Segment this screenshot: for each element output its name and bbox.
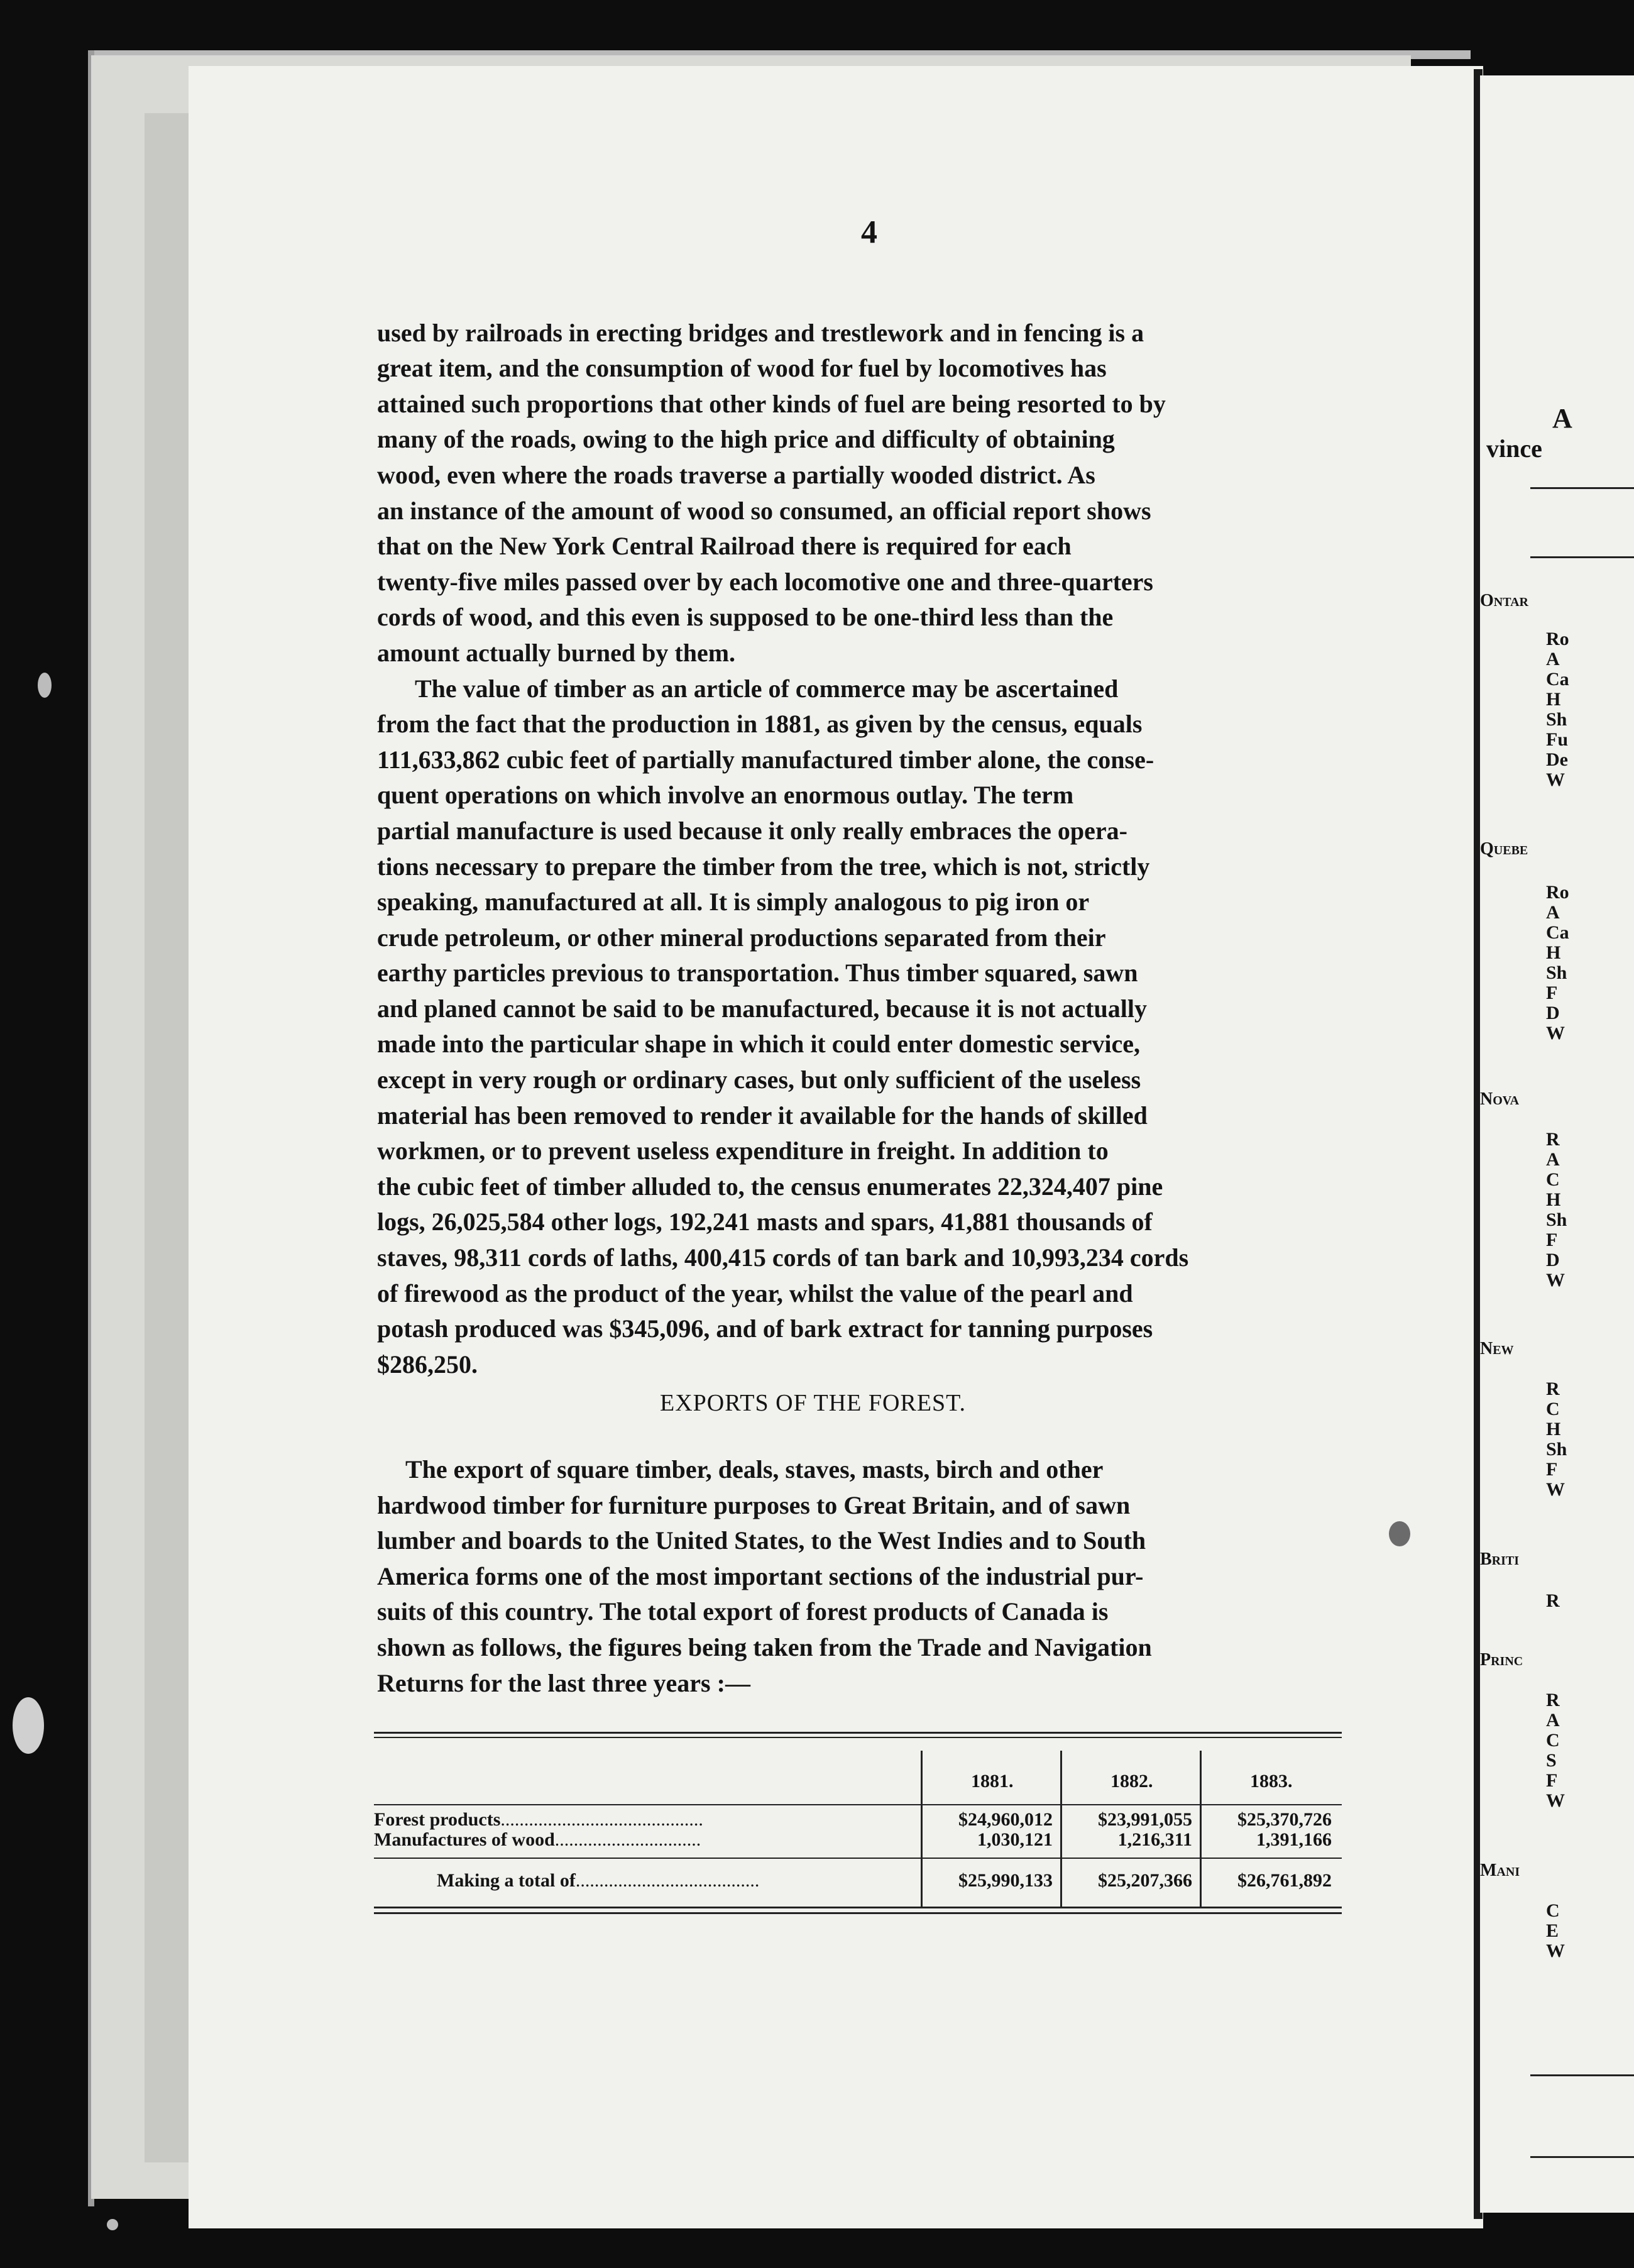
- facing-page-fragment: Sh: [1546, 962, 1567, 983]
- facing-page-fragment: Nova: [1480, 1089, 1520, 1109]
- facing-page-fragment: Ontar: [1480, 591, 1528, 610]
- facing-page-fragment: New: [1480, 1339, 1514, 1358]
- facing-page-fragment: W: [1546, 769, 1565, 790]
- facing-page-fragment: W: [1546, 1270, 1565, 1291]
- paragraph-exports: The export of square timber, deals, staves, masts, birch and other hardwood timber for furniture purposes to Great Britain, and of sawn lumber and boards to the United States, to the West Indies and to South America forms one of the most important sections of the industrial pur- suits of this country. The total export of forest products of Canada is shown as follows, the figures being taken from the Trade and Navigation Returns for the last three years :—: [377, 1455, 1152, 1697]
- table-cell: 1,216,311: [1117, 1829, 1192, 1850]
- total-cell: $25,990,133: [958, 1870, 1053, 1891]
- table-cell: $24,960,012: [958, 1809, 1053, 1830]
- scan-speck: [13, 1697, 44, 1754]
- facing-page-fragment: E: [1546, 1920, 1559, 1941]
- total-cell: $26,761,892: [1237, 1870, 1332, 1891]
- facing-page-fragment: C: [1546, 1900, 1560, 1921]
- table-cell: 1,030,121: [977, 1829, 1053, 1850]
- table-bottom-rule: [374, 1907, 1342, 1908]
- facing-page-fragment: H: [1546, 1189, 1561, 1210]
- facing-page-fragment: Sh: [1546, 1209, 1567, 1230]
- row-label-text: Manufactures of wood: [374, 1829, 555, 1850]
- facing-page-fragment: C: [1546, 1169, 1560, 1190]
- facing-page-rule: [1530, 556, 1634, 558]
- row-label: [374, 1829, 701, 1851]
- facing-page-fragment: F: [1546, 983, 1558, 1003]
- table-total-rule: [374, 1858, 1342, 1859]
- scan-speck: [107, 2219, 118, 2230]
- facing-page-fragment: Sh: [1546, 709, 1567, 730]
- facing-page: [1480, 75, 1634, 2213]
- facing-page-fragment: R: [1546, 1590, 1560, 1611]
- facing-page-fragment: R: [1546, 1379, 1560, 1399]
- table-bottom-rule-2: [374, 1912, 1342, 1914]
- facing-page-fragment: W: [1546, 1023, 1565, 1043]
- total-cell: $25,207,366: [1098, 1870, 1192, 1891]
- leader-dots: .......................................: [575, 1870, 760, 1891]
- facing-page-fragment: A: [1546, 1710, 1560, 1731]
- facing-page-fragment: A: [1546, 902, 1560, 923]
- page-number: 4: [861, 214, 877, 250]
- table-cell: $25,370,726: [1237, 1809, 1332, 1830]
- facing-page-fragment: F: [1546, 1770, 1558, 1791]
- facing-page-fragment: A: [1546, 649, 1560, 669]
- table-top-rule: [374, 1732, 1342, 1734]
- facing-page-fragment: C: [1546, 1399, 1560, 1419]
- paragraph-1: used by railroads in erecting bridges and trestlework and in fencing is a great item, and the consumption of wood for fuel by locomotives has attained such proportions that other kinds of fuel are being resorted to by many of the roads, owing to the high price and difficulty of obtaining wood, even where the roads traverse a partially wooded district. As an instance of the amount of wood so consumed, an official report shows that on the New York Central Railroad there is required for each twenty-five miles passed over by each locomotive one and three-quarters cords of wood, and this even is supposed to be one-third less than the amount actually burned by them.: [377, 318, 1166, 667]
- facing-page-fragment: Ro: [1546, 629, 1569, 649]
- total-row-label: [437, 1870, 759, 1891]
- facing-page-fragment: vince: [1486, 434, 1542, 463]
- facing-page-fragment: D: [1546, 1250, 1560, 1270]
- scan-speck: [1389, 1521, 1410, 1546]
- paragraph-railroad-fuel: [377, 280, 1351, 1418]
- facing-page-fragment: Briti: [1480, 1550, 1520, 1569]
- facing-page-fragment: H: [1546, 942, 1561, 963]
- table-header-rule: [374, 1804, 1342, 1805]
- paragraph-2: The value of timber as an article of commerce may be ascertained from the fact that the production in 1881, as given by the census, equals 111,633,862 cubic feet of partially manufactured timber alone, the conse- quent operations on which involve an enormous outlay. The term partial manufacture is used because it only really embraces the opera- tions necessary to prepare the timber from the tree, which is not, strictly speaking, manufactured at all. It is simply analogous to pig iron or crude petroleum, or other mineral productions separated from their earthy particles previous to transportation. Thus timber squared, sawn and planed cannot be said to be manufactured, because it is not actually made into the particular shape in which it could enter domestic service, except in very rough or ordinary cases, but only sufficient of the useless material has been removed to render it available for the hands of skilled workmen, or to prevent useless expenditure in freight. In addition to the cubic feet of timber alluded to, the census enumerates 22,324,407 pine logs, 26,025,584 other logs, 192,241 masts and spars, 41,881 thousands of staves, 98,311 cords of laths, 400,415 cords of tan bark and 10,993,234 cords of firewood as the product of the year, whilst the value of the pearl and potash produced was $345,096, and of bark extract for tanning purposes $286,250.: [377, 674, 1189, 1379]
- table-column-divider: [1060, 1751, 1062, 1908]
- facing-page-fragment: W: [1546, 1940, 1565, 1961]
- table-column-divider: [1200, 1751, 1202, 1908]
- facing-page-fragment: Quebe: [1480, 839, 1528, 859]
- table-column-divider: [921, 1751, 923, 1908]
- facing-page-fragment: De: [1546, 749, 1568, 770]
- table-top-rule-2: [374, 1737, 1342, 1738]
- facing-page-fragment: R: [1546, 1690, 1560, 1710]
- facing-page-fragment: Ca: [1546, 669, 1569, 690]
- facing-page-rule: [1530, 2156, 1634, 2158]
- facing-page-fragment: F: [1546, 1459, 1558, 1480]
- facing-page-fragment: R: [1546, 1129, 1560, 1150]
- row-label-text: Forest products: [374, 1809, 501, 1830]
- column-header: 1883.: [1250, 1771, 1293, 1792]
- facing-page-rule: [1530, 487, 1634, 489]
- total-label-text: Making a total of: [437, 1870, 576, 1891]
- column-header: 1882.: [1110, 1771, 1153, 1792]
- table-cell: $23,991,055: [1098, 1809, 1192, 1830]
- row-label: [374, 1809, 703, 1830]
- facing-page-rule: [1530, 2074, 1634, 2076]
- table-cell: 1,391,166: [1256, 1829, 1332, 1850]
- facing-page-fragment: S: [1546, 1750, 1557, 1771]
- facing-page-fragment: W: [1546, 1479, 1565, 1500]
- facing-page-fragment: F: [1546, 1230, 1558, 1250]
- facing-page-fragment: Ca: [1546, 922, 1569, 943]
- column-header: 1881.: [971, 1771, 1014, 1792]
- facing-page-fragment: Sh: [1546, 1439, 1567, 1460]
- scan-speck: [38, 673, 52, 698]
- facing-page-fragment: A: [1546, 1149, 1560, 1170]
- facing-page-fragment: Mani: [1480, 1861, 1520, 1880]
- leader-dots: ...........................................: [500, 1809, 703, 1830]
- leader-dots: ...............................: [554, 1829, 701, 1850]
- facing-page-fragment: H: [1546, 1419, 1561, 1440]
- facing-page-fragment: C: [1546, 1730, 1560, 1751]
- facing-page-fragment: D: [1546, 1003, 1560, 1023]
- section-heading: EXPORTS OF THE FOREST.: [660, 1390, 967, 1416]
- facing-page-fragment: Ro: [1546, 882, 1569, 903]
- facing-page-fragment: Princ: [1480, 1650, 1523, 1670]
- facing-page-fragment: H: [1546, 689, 1561, 710]
- facing-page-fragment: Fu: [1546, 729, 1569, 750]
- facing-page-fragment: A: [1552, 403, 1572, 434]
- facing-page-fragment: W: [1546, 1790, 1565, 1811]
